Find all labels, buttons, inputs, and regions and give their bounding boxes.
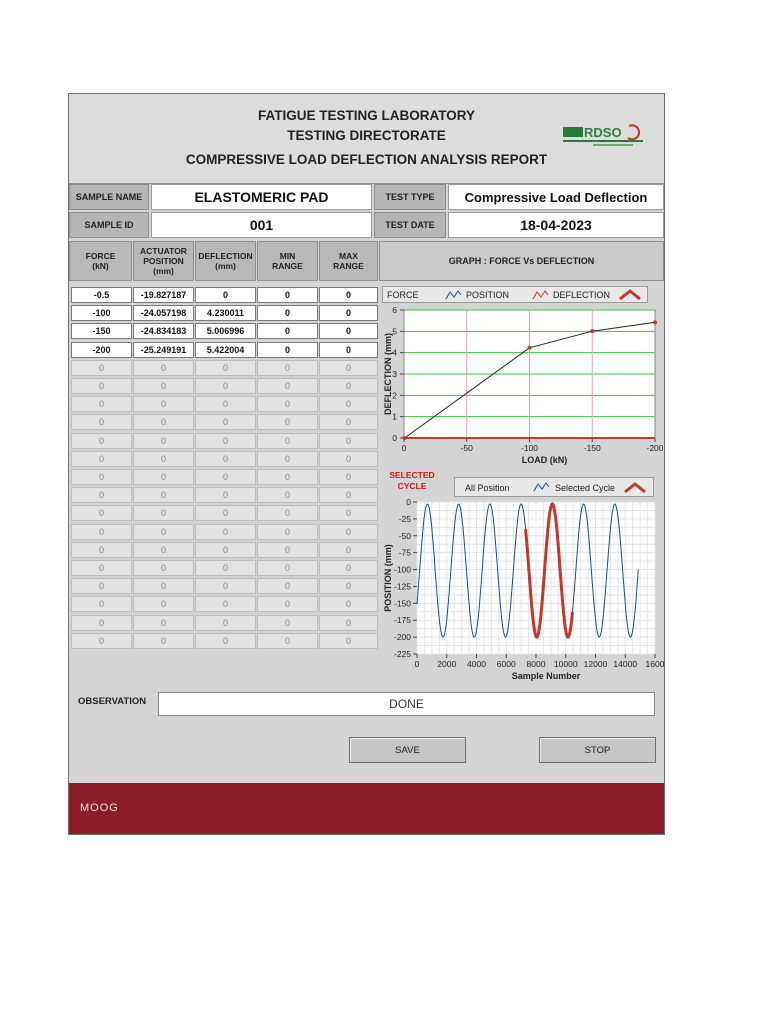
cell-deflection: 0 [195,505,256,521]
deflection-point [403,436,407,440]
cell-max-range: 0 [319,596,378,612]
cell-force: 0 [71,578,132,594]
lab-title: FATIGUE TESTING LABORATORY [257,108,475,123]
cell-actuator-position: -24.057198 [133,305,194,321]
cell-min-range: 0 [257,524,318,540]
cell-deflection: 0 [195,396,256,412]
svg-text:RDSO: RDSO [584,125,622,140]
col-header-force: FORCE (kN) [69,241,132,281]
y-tick-label: 0 [392,433,397,443]
legend-position-label: POSITION [466,290,510,300]
cell-actuator-position: -19.827187 [133,287,194,303]
cell-force: 0 [71,487,132,503]
x-tick-label: -50 [460,443,473,453]
y-tick-label: -150 [393,598,411,609]
sample-id-value: 001 [151,212,372,238]
col-header-max-range: MAX RANGE [319,241,378,281]
cell-actuator-position: -25.249191 [133,342,194,358]
cell-force: 0 [71,596,132,612]
cell-deflection: 0 [195,378,256,394]
selected-cycle-caption: SELECTED CYCLE [389,470,435,491]
cell-force: -100 [71,305,132,321]
cell-min-range: 0 [257,360,318,376]
cell-max-range: 0 [319,414,378,430]
cell-deflection: 5.006996 [195,323,256,339]
cell-min-range: 0 [257,396,318,412]
y-tick-label: -175 [393,615,411,626]
cell-deflection: 0 [195,433,256,449]
cell-min-range: 0 [257,287,318,303]
deflection-legend-icon [532,289,549,301]
cell-max-range: 0 [319,360,378,376]
footer-bar [69,783,664,835]
cell-deflection: 0 [195,487,256,503]
force-deflection-chart [379,304,664,474]
cell-actuator-position: 0 [133,615,194,631]
cell-deflection: 0 [195,524,256,540]
cell-deflection: 0 [195,578,256,594]
x-tick-label: 8000 [526,659,546,669]
y-tick-label: 1 [392,411,397,422]
cell-force: 0 [71,469,132,485]
x-tick-label: 0 [414,659,420,669]
directorate-title: TESTING DIRECTORATE [287,128,446,143]
cell-actuator-position: 0 [133,505,194,521]
cell-actuator-position: 0 [133,524,194,540]
cell-actuator-position: 0 [133,451,194,467]
save-button[interactable]: SAVE [349,737,466,763]
x-axis-title: Sample Number [511,671,581,681]
cell-force: 0 [71,633,132,649]
col-header-deflection: DEFLECTION (mm) [195,241,256,281]
cell-deflection: 0 [195,414,256,430]
cell-max-range: 0 [319,487,378,503]
x-tick-label: 1600 [645,659,664,669]
cell-actuator-position: 0 [133,469,194,485]
legend-force-label: FORCE [387,290,419,300]
cell-min-range: 0 [257,505,318,521]
cell-force: 0 [71,433,132,449]
cell-actuator-position: 0 [133,596,194,612]
report-header [69,94,664,184]
cell-max-range: 0 [319,287,378,303]
cell-actuator-position: 0 [133,414,194,430]
cell-force: 0 [71,560,132,576]
cell-deflection: 0 [195,360,256,376]
cell-force: 0 [71,615,132,631]
test-type-value: Compressive Load Deflection [448,184,664,210]
cell-force: 0 [71,505,132,521]
observation-field[interactable]: DONE [158,692,655,716]
cell-actuator-position: 0 [133,396,194,412]
cell-min-range: 0 [257,378,318,394]
cell-actuator-position: 0 [133,560,194,576]
y-tick-label: -50 [398,530,411,541]
x-tick-label: -200 [646,443,664,453]
deflection-point [590,329,594,333]
test-date-label: TEST DATE [374,212,446,238]
x-tick-label: 0 [401,443,407,453]
x-tick-label: -100 [520,443,539,453]
report-panel [68,93,665,835]
cell-min-range: 0 [257,615,318,631]
cell-min-range: 0 [257,542,318,558]
cell-min-range: 0 [257,451,318,467]
cell-deflection: 4.230011 [195,305,256,321]
cell-max-range: 0 [319,633,378,649]
cell-force: -150 [71,323,132,339]
cell-force: 0 [71,414,132,430]
cell-deflection: 0 [195,469,256,485]
x-tick-label: -150 [583,443,601,453]
y-tick-label: -125 [393,581,411,592]
cell-min-range: 0 [257,633,318,649]
cell-min-range: 0 [257,578,318,594]
cell-max-range: 0 [319,615,378,631]
all-position-legend-icon [533,481,550,493]
cell-min-range: 0 [257,323,318,339]
cell-max-range: 0 [319,396,378,412]
cell-min-range: 0 [257,305,318,321]
y-tick-label: -200 [393,632,411,643]
cell-deflection: 0 [195,560,256,576]
cell-deflection: 0 [195,451,256,467]
position-legend-icon [445,289,462,301]
cell-min-range: 0 [257,596,318,612]
y-axis-title: DEFLECTION (mm) [383,333,393,415]
stop-button[interactable]: STOP [539,737,656,763]
cell-actuator-position: 0 [133,360,194,376]
cell-actuator-position: 0 [133,378,194,394]
cell-force: 0 [71,360,132,376]
cell-max-range: 0 [319,524,378,540]
cell-max-range: 0 [319,469,378,485]
col-header-actuator-position: ACTUATOR POSITION (mm) [133,241,194,281]
moog-brand: MOOG [80,802,119,814]
y-tick-label: 5 [392,326,397,337]
cell-max-range: 0 [319,451,378,467]
test-date-value: 18-04-2023 [448,212,664,238]
y-tick-label: 4 [392,347,397,358]
x-axis-title: LOAD (kN) [521,455,568,465]
y-tick-label: -225 [393,649,411,659]
x-tick-label: 12000 [583,659,608,669]
cell-actuator-position: 0 [133,433,194,449]
cell-deflection: 0 [195,633,256,649]
y-axis-title: POSITION (mm) [383,544,393,612]
cell-actuator-position: 0 [133,487,194,503]
cell-deflection: 0 [195,615,256,631]
deflection-selected-icon [618,289,642,301]
sample-id-label: SAMPLE ID [69,212,149,238]
cell-min-range: 0 [257,487,318,503]
cell-actuator-position: 0 [133,578,194,594]
cell-min-range: 0 [257,414,318,430]
cell-max-range: 0 [319,505,378,521]
cell-deflection: 5.422004 [195,342,256,358]
observation-label: OBSERVATION [78,696,147,707]
y-tick-label: 0 [406,497,411,507]
legend-deflection-label: DEFLECTION [553,290,611,300]
cell-actuator-position: 0 [133,542,194,558]
rdso-logo [563,121,645,151]
cell-deflection: 0 [195,287,256,303]
cell-actuator-position: -24.834183 [133,323,194,339]
cell-min-range: 0 [257,469,318,485]
sample-name-label: SAMPLE NAME [69,184,149,210]
deflection-point [653,320,657,324]
cell-force: 0 [71,524,132,540]
cell-min-range: 0 [257,433,318,449]
graph-title: GRAPH : FORCE Vs DEFLECTION [379,241,664,281]
cell-max-range: 0 [319,323,378,339]
cell-force: 0 [71,451,132,467]
cell-max-range: 0 [319,433,378,449]
cell-force: -200 [71,342,132,358]
cell-max-range: 0 [319,578,378,594]
y-tick-label: -25 [398,513,411,524]
x-tick-label: 14000 [613,659,638,669]
position-legend [454,477,654,497]
x-tick-label: 4000 [467,659,486,669]
cell-max-range: 0 [319,342,378,358]
sample-name-value: ELASTOMERIC PAD [151,184,372,210]
test-type-label: TEST TYPE [374,184,446,210]
cell-min-range: 0 [257,560,318,576]
position-chart [379,496,664,681]
legend-all-position-label: All Position [465,483,510,493]
y-tick-label: -100 [393,564,411,575]
cell-max-range: 0 [319,560,378,576]
x-tick-label: 2000 [437,659,457,669]
cell-force: -0.5 [71,287,132,303]
y-tick-label: 2 [392,390,397,401]
y-tick-label: -75 [398,547,411,558]
x-tick-label: 6000 [496,659,516,669]
cell-max-range: 0 [319,378,378,394]
cell-force: 0 [71,542,132,558]
cell-actuator-position: 0 [133,633,194,649]
col-header-min-range: MIN RANGE [257,241,318,281]
cell-deflection: 0 [195,542,256,558]
cell-force: 0 [71,396,132,412]
cell-max-range: 0 [319,542,378,558]
cell-min-range: 0 [257,342,318,358]
report-title: COMPRESSIVE LOAD DEFLECTION ANALYSIS REPORT [185,152,548,167]
cell-force: 0 [71,378,132,394]
selected-cycle-legend-icon [623,482,647,494]
deflection-point [528,346,532,350]
legend-selected-cycle-label: Selected Cycle [555,483,616,493]
y-tick-label: 6 [392,305,397,315]
cell-deflection: 0 [195,596,256,612]
y-tick-label: 3 [392,369,397,379]
x-tick-label: 10000 [553,659,578,669]
force-deflection-legend [382,286,648,303]
cell-max-range: 0 [319,305,378,321]
